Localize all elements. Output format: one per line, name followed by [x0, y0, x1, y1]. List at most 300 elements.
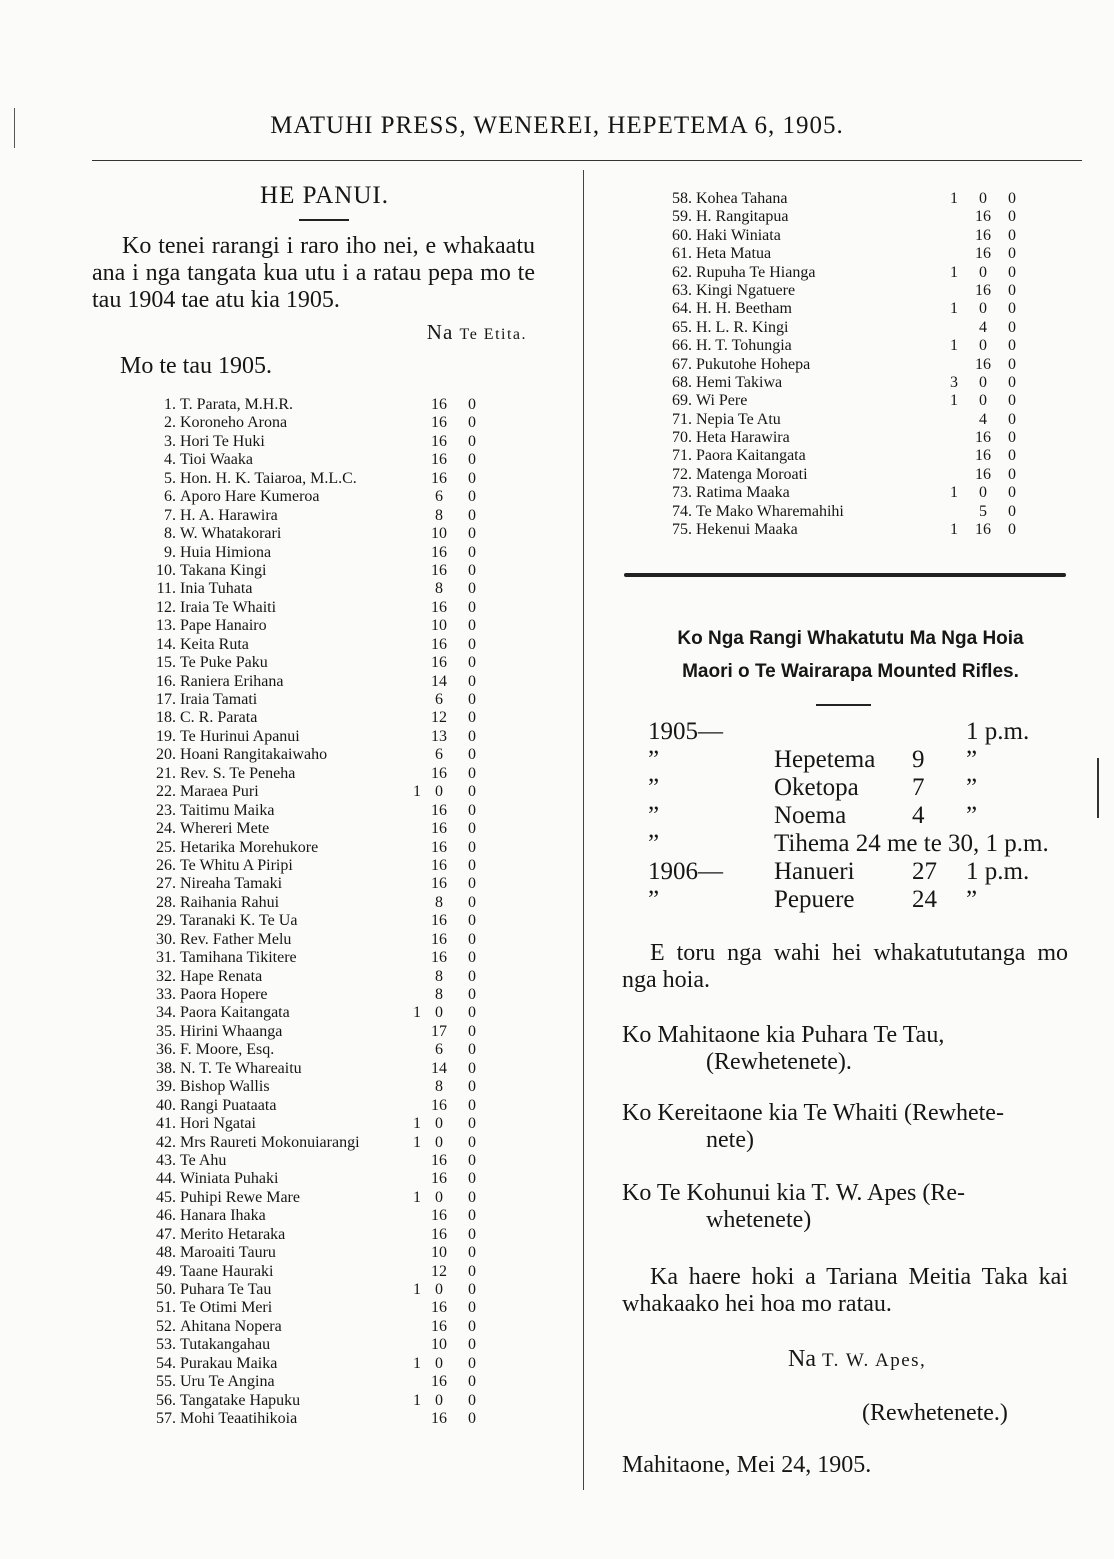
entry-number: 39. — [156, 1078, 176, 1096]
entry-name: Hape Renata — [180, 967, 263, 985]
entry-shillings: 16 — [975, 281, 991, 299]
entry-pence: 0 — [1008, 373, 1016, 391]
schedule-day: 24 — [912, 886, 937, 913]
dateline: Mahitaone, Mei 24, 1905. — [622, 1452, 872, 1478]
entry-pence: 0 — [1008, 465, 1016, 483]
entry-name: Keita Ruta — [180, 635, 249, 653]
schedule-row — [648, 830, 1068, 858]
list-item — [618, 503, 1078, 521]
entry-name: Mrs Raureti Mokonuiarangi — [180, 1133, 360, 1151]
entry-number: 18. — [156, 709, 176, 727]
entry-pence: 0 — [1008, 392, 1016, 410]
entry-name: Hekenui Maaka — [696, 521, 798, 539]
entry-number: 71. — [672, 447, 692, 465]
entry-shillings: 14 — [431, 672, 447, 690]
list-item — [92, 1189, 547, 1207]
entry-number: 9. — [164, 543, 176, 561]
list-item — [92, 839, 547, 857]
entry-number: 53. — [156, 1336, 176, 1354]
list-item — [618, 282, 1078, 300]
entry-name: Heta Matua — [696, 245, 772, 263]
schedule-month: Pepuere — [774, 886, 855, 913]
list-item — [92, 1152, 547, 1170]
entry-number: 50. — [156, 1281, 176, 1298]
entry-number: 36. — [156, 1041, 176, 1059]
entry-number: 31. — [156, 949, 176, 967]
entry-pence: 0 — [468, 1004, 476, 1022]
entry-number: 16. — [156, 672, 176, 690]
list-item — [92, 783, 547, 801]
entry-pounds: 1 — [413, 1354, 421, 1372]
entry-shillings: 8 — [435, 1078, 443, 1096]
entry-name: Koroneho Arona — [180, 414, 288, 432]
entry-number: 40. — [156, 1096, 176, 1114]
notice-heading — [618, 622, 1083, 688]
list-item — [618, 429, 1078, 447]
entry-shillings: 16 — [431, 1151, 447, 1169]
schedule-row — [648, 774, 1068, 802]
entry-number: 43. — [156, 1151, 176, 1169]
entry-shillings: 10 — [431, 1336, 447, 1354]
schedule-month: Hanueri — [774, 858, 855, 885]
entry-pence: 0 — [468, 506, 476, 524]
entry-name: Paora Kaitangata — [696, 447, 806, 465]
schedule-month: Hepetema — [774, 746, 876, 773]
entry-number: 57. — [156, 1410, 176, 1428]
entry-name: Iraia Te Whaiti — [180, 598, 277, 616]
entry-pence: 0 — [468, 598, 476, 616]
entry-name: Inia Tuhata — [180, 580, 253, 598]
list-item — [92, 709, 547, 727]
entry-number: 14. — [156, 635, 176, 653]
schedule-year: ” — [648, 830, 660, 857]
entry-number: 17. — [156, 691, 176, 708]
entry-pence: 0 — [468, 838, 476, 856]
entry-number: 73. — [672, 484, 692, 502]
entry-name: H. Rangitapua — [696, 208, 789, 226]
entry-pounds: 1 — [950, 392, 958, 410]
entry-shillings: 0 — [979, 484, 987, 502]
entry-name: Ratima Maaka — [696, 484, 790, 502]
entry-name: Tutakangahau — [180, 1336, 271, 1354]
entry-number: 3. — [164, 432, 176, 450]
entry-shillings: 0 — [435, 783, 443, 801]
entry-shillings: 16 — [975, 521, 991, 539]
entry-pence: 0 — [468, 1299, 476, 1317]
entry-name: Pukutohe Hohepa — [696, 355, 811, 373]
entry-number: 61. — [672, 245, 692, 263]
parade-schedule — [648, 718, 1068, 914]
entry-shillings: 4 — [979, 410, 987, 428]
entry-pence: 0 — [468, 709, 476, 727]
entry-name: Huia Himiona — [180, 543, 272, 561]
list-item — [92, 765, 547, 783]
entry-pounds: 1 — [413, 1391, 421, 1409]
entry-name: Hetarika Morehukore — [180, 838, 319, 856]
entry-shillings: 0 — [979, 263, 987, 281]
entry-shillings: 16 — [431, 930, 447, 948]
entry-shillings: 16 — [431, 1373, 447, 1391]
entry-shillings: 8 — [435, 506, 443, 524]
entry-shillings: 16 — [431, 1410, 447, 1428]
schedule-time: ” — [966, 802, 978, 829]
entry-name: Tamihana Tikitere — [180, 949, 297, 967]
list-item — [92, 691, 547, 709]
entry-pence: 0 — [468, 1115, 476, 1133]
entry-shillings: 16 — [975, 465, 991, 483]
entry-name: Ahitana Nopera — [180, 1317, 282, 1335]
entry-pence: 0 — [468, 1410, 476, 1428]
entry-number: 67. — [672, 355, 692, 373]
entry-name: H. L. R. Kingi — [696, 318, 789, 336]
list-item — [92, 451, 547, 469]
list-item — [92, 433, 547, 451]
entry-number: 13. — [156, 617, 176, 635]
editor-signoff — [92, 320, 547, 345]
entry-pence: 0 — [468, 469, 476, 487]
schedule-year: 1906— — [648, 858, 723, 885]
entry-number: 58. — [672, 190, 692, 207]
entry-name: Raihania Rahui — [180, 893, 280, 911]
entry-name: Taranaki K. Te Ua — [180, 912, 298, 930]
entry-number: 19. — [156, 727, 176, 745]
schedule-time: 1 p.m. — [966, 858, 1030, 885]
list-item — [92, 1060, 547, 1078]
entry-pence: 0 — [468, 580, 476, 598]
entry-number: 65. — [672, 318, 692, 336]
place-kereitaone — [622, 1100, 1068, 1154]
entry-name: Hoani Rangitakaiwaho — [180, 746, 328, 764]
entry-shillings: 8 — [435, 893, 443, 911]
list-item — [92, 1373, 547, 1391]
list-item — [92, 1355, 547, 1373]
list-item — [92, 507, 547, 525]
entry-number: 55. — [156, 1373, 176, 1391]
sign-name: T. W. Apes, — [821, 1350, 927, 1371]
entry-name: Rupuha Te Hianga — [696, 263, 816, 281]
entry-number: 20. — [156, 746, 176, 764]
entry-name: Te Otimi Meri — [180, 1299, 273, 1317]
entry-name: Whereri Mete — [180, 820, 270, 838]
entry-name: Matenga Moroati — [696, 465, 808, 483]
list-item — [92, 1097, 547, 1115]
entry-pence: 0 — [468, 967, 476, 985]
entry-name: Rev. S. Te Peneha — [180, 764, 296, 782]
entry-number: 71. — [672, 410, 692, 428]
entry-shillings: 0 — [435, 1188, 443, 1206]
place2-line1: Ko Kereitaone kia Te Whaiti (Rewhete- — [622, 1100, 1004, 1126]
list-item — [92, 580, 547, 598]
entry-number: 33. — [156, 986, 176, 1003]
entry-number: 41. — [156, 1115, 176, 1133]
entry-pence: 0 — [1008, 410, 1016, 428]
entry-number: 44. — [156, 1170, 176, 1188]
entry-shillings: 16 — [431, 1170, 447, 1188]
entry-name: Te Puke Paku — [180, 654, 268, 672]
entry-shillings: 6 — [435, 691, 443, 708]
entry-shillings: 14 — [431, 1059, 447, 1077]
list-item — [92, 1041, 547, 1059]
entry-pence: 0 — [468, 672, 476, 690]
entry-pence: 0 — [1008, 521, 1016, 539]
entry-number: 64. — [672, 300, 692, 318]
entry-name: W. Whatakorari — [180, 525, 282, 543]
entry-name: Te Ahu — [180, 1151, 227, 1169]
entry-name: Uru Te Angina — [180, 1373, 275, 1391]
entry-number: 60. — [672, 226, 692, 244]
entry-name: H. T. Tohungia — [696, 337, 792, 355]
entry-pence: 0 — [1008, 281, 1016, 299]
entry-pence: 0 — [468, 1207, 476, 1225]
entry-shillings: 16 — [431, 838, 447, 856]
entry-shillings: 16 — [431, 543, 447, 561]
entry-pounds: 1 — [950, 521, 958, 539]
entry-name: Kingi Ngatuere — [696, 281, 796, 299]
entry-name: Wi Pere — [696, 392, 748, 410]
entry-pence: 0 — [468, 654, 476, 672]
entry-shillings: 0 — [435, 1391, 443, 1409]
schedule-year: ” — [648, 746, 660, 773]
list-item — [92, 1299, 547, 1317]
place-mahitaone — [622, 1022, 1068, 1076]
schedule-day: 27 — [912, 858, 937, 885]
entry-number: 54. — [156, 1354, 176, 1372]
list-item — [618, 227, 1078, 245]
entry-pence: 0 — [468, 1078, 476, 1096]
entry-pence: 0 — [468, 432, 476, 450]
entry-name: Hori Ngatai — [180, 1115, 256, 1133]
entry-pence: 0 — [468, 1151, 476, 1169]
list-item — [92, 1023, 547, 1041]
entry-pence: 0 — [1008, 429, 1016, 447]
schedule-year: 1905— — [648, 718, 723, 745]
list-item — [618, 245, 1078, 263]
entry-number: 45. — [156, 1188, 176, 1206]
entry-shillings: 6 — [435, 488, 443, 506]
entry-pence: 0 — [468, 1336, 476, 1354]
entry-name: Hemi Takiwa — [696, 373, 783, 391]
list-item — [92, 1244, 547, 1262]
entry-pence: 0 — [468, 1317, 476, 1335]
subscriber-list-continued — [618, 190, 1078, 539]
entry-shillings: 10 — [431, 617, 447, 635]
list-item — [92, 1004, 547, 1022]
entry-pence: 0 — [1008, 318, 1016, 336]
entry-name: Aporo Hare Kumeroa — [180, 488, 320, 506]
entry-pence: 0 — [1008, 226, 1016, 244]
schedule-year: ” — [648, 802, 660, 829]
entry-name: Takana Kingi — [180, 561, 267, 579]
entry-pence: 0 — [1008, 263, 1016, 281]
entry-number: 7. — [164, 506, 176, 524]
list-item — [618, 264, 1078, 282]
list-item — [618, 411, 1078, 429]
entry-name: Iraia Tamati — [180, 691, 258, 708]
place3-line2: whetenete) — [706, 1207, 812, 1233]
entry-pounds: 1 — [950, 300, 958, 318]
entry-number: 5. — [164, 469, 176, 487]
list-item — [92, 654, 547, 672]
entry-name: Puhara Te Tau — [180, 1281, 272, 1298]
schedule-row — [648, 718, 1068, 746]
entry-shillings: 16 — [431, 469, 447, 487]
entry-name: Purakau Maika — [180, 1354, 278, 1372]
entry-pence: 0 — [468, 414, 476, 432]
entry-shillings: 16 — [431, 1225, 447, 1243]
list-item — [92, 746, 547, 764]
schedule-time: ” — [966, 886, 978, 913]
entry-pence: 0 — [1008, 484, 1016, 502]
entry-pounds: 1 — [950, 190, 958, 207]
entry-shillings: 6 — [435, 1041, 443, 1059]
list-item — [92, 857, 547, 875]
list-item — [92, 1336, 547, 1354]
entry-pence: 0 — [1008, 447, 1016, 465]
right-column — [618, 190, 1078, 539]
place1-line2: (Rewhetenete). — [706, 1049, 852, 1075]
entry-pounds: 1 — [413, 1281, 421, 1298]
signoff-prefix: Na — [426, 320, 460, 344]
entry-name: Tioi Waaka — [180, 451, 253, 469]
panui-intro: Ko tenei rarangi i raro iho nei, e whakaatu ana i nga tangata kua utu i a ratau pepa mo te tau 1904 tae atu kia 1905. — [92, 233, 535, 313]
entry-pence: 0 — [468, 1244, 476, 1262]
entry-pounds: 1 — [413, 1004, 421, 1022]
schedule-year: ” — [648, 886, 660, 913]
notice-heading-line1: Ko Nga Rangi Whakatutu Ma Nga Hoia — [677, 628, 1024, 649]
entry-name: Nepia Te Atu — [696, 410, 781, 428]
entry-pounds: 1 — [413, 1115, 421, 1133]
entry-name: Puhipi Rewe Mare — [180, 1188, 300, 1206]
entry-shillings: 16 — [431, 820, 447, 838]
list-item — [618, 521, 1078, 539]
list-item — [92, 1170, 547, 1188]
entry-number: 28. — [156, 893, 176, 911]
entry-number: 70. — [672, 429, 692, 447]
entry-pence: 0 — [1008, 245, 1016, 263]
list-item — [92, 636, 547, 654]
list-item — [618, 208, 1078, 226]
entry-name: Paora Kaitangata — [180, 1004, 290, 1022]
entry-pence: 0 — [468, 727, 476, 745]
entry-pence: 0 — [468, 764, 476, 782]
entry-number: 12. — [156, 598, 176, 616]
entry-pence: 0 — [468, 875, 476, 893]
entry-number: 11. — [156, 580, 176, 598]
entry-pence: 0 — [1008, 208, 1016, 226]
list-item — [92, 931, 547, 949]
schedule-day: 4 — [912, 802, 925, 829]
list-item — [92, 525, 547, 543]
entry-name: Kohea Tahana — [696, 190, 788, 207]
entry-shillings: 0 — [979, 300, 987, 318]
entry-pence: 0 — [468, 691, 476, 708]
entry-pence: 0 — [468, 561, 476, 579]
place-kohunui — [622, 1180, 1068, 1234]
sign-role: (Rewhetenete.) — [862, 1400, 1008, 1426]
entry-name: Te Mako Wharemahihi — [696, 502, 844, 520]
entry-shillings: 0 — [435, 1115, 443, 1133]
entry-shillings: 8 — [435, 580, 443, 598]
entry-shillings: 16 — [431, 396, 447, 413]
entry-number: 24. — [156, 820, 176, 838]
entry-number: 59. — [672, 208, 692, 226]
entry-name: Hon. H. K. Taiaroa, M.L.C. — [180, 469, 357, 487]
entry-pence: 0 — [468, 1059, 476, 1077]
entry-name: Maroaiti Tauru — [180, 1244, 276, 1262]
entry-number: 68. — [672, 373, 692, 391]
list-item — [92, 820, 547, 838]
entry-shillings: 5 — [979, 502, 987, 520]
entry-name: Nireaha Tamaki — [180, 875, 283, 893]
list-item — [92, 894, 547, 912]
entry-number: 35. — [156, 1022, 176, 1040]
entry-name: Heta Harawira — [696, 429, 790, 447]
list-item — [92, 562, 547, 580]
entry-name: Bishop Wallis — [180, 1078, 270, 1096]
entry-number: 30. — [156, 930, 176, 948]
entry-shillings: 16 — [431, 598, 447, 616]
entry-pence: 0 — [468, 746, 476, 764]
entry-name: Winiata Puhaki — [180, 1170, 279, 1188]
entry-pence: 0 — [468, 525, 476, 543]
schedule-year: ” — [648, 774, 660, 801]
schedule-entry: Tihema 24 me te 30, 1 p.m. — [774, 830, 1049, 857]
entry-pence: 0 — [468, 930, 476, 948]
entry-shillings: 12 — [431, 1262, 447, 1280]
signoff-name: Te Etita. — [459, 326, 527, 343]
entry-pence: 0 — [468, 986, 476, 1003]
entry-shillings: 16 — [431, 451, 447, 469]
entry-pence: 0 — [468, 783, 476, 801]
entry-shillings: 16 — [975, 429, 991, 447]
entry-number: 51. — [156, 1299, 176, 1317]
entry-pence: 0 — [468, 1373, 476, 1391]
entry-name: Rangi Puataata — [180, 1096, 277, 1114]
entry-name: Pape Hanairo — [180, 617, 267, 635]
entry-number: 32. — [156, 967, 176, 985]
entry-shillings: 8 — [435, 986, 443, 1003]
entry-name: F. Moore, Esq. — [180, 1041, 275, 1059]
entry-shillings: 8 — [435, 967, 443, 985]
entry-shillings: 0 — [435, 1004, 443, 1022]
entry-number: 21. — [156, 764, 176, 782]
entry-name: Haki Winiata — [696, 226, 781, 244]
entry-shillings: 16 — [431, 1207, 447, 1225]
notice-heading-line2: Maori o Te Wairarapa Mounted Rifles. — [682, 661, 1019, 682]
entry-pence: 0 — [468, 396, 476, 413]
entry-shillings: 16 — [975, 447, 991, 465]
schedule-row — [648, 886, 1068, 914]
scan-edge-mark-right — [1097, 758, 1099, 818]
entry-number: 56. — [156, 1391, 176, 1409]
entry-pence: 0 — [468, 1391, 476, 1409]
list-item — [618, 300, 1078, 318]
entry-shillings: 16 — [431, 764, 447, 782]
entry-shillings: 0 — [435, 1354, 443, 1372]
year-heading: Mo te tau 1905. — [120, 353, 272, 379]
entry-name: Merito Hetaraka — [180, 1225, 286, 1243]
entry-shillings: 16 — [431, 801, 447, 819]
entry-shillings: 16 — [431, 856, 447, 874]
list-item — [618, 356, 1078, 374]
entry-number: 1. — [164, 396, 176, 413]
entry-pence: 0 — [1008, 337, 1016, 355]
list-item — [92, 488, 547, 506]
entry-pounds: 1 — [413, 1188, 421, 1206]
entry-number: 42. — [156, 1133, 176, 1151]
entry-number: 46. — [156, 1207, 176, 1225]
entry-pence: 0 — [468, 1133, 476, 1151]
